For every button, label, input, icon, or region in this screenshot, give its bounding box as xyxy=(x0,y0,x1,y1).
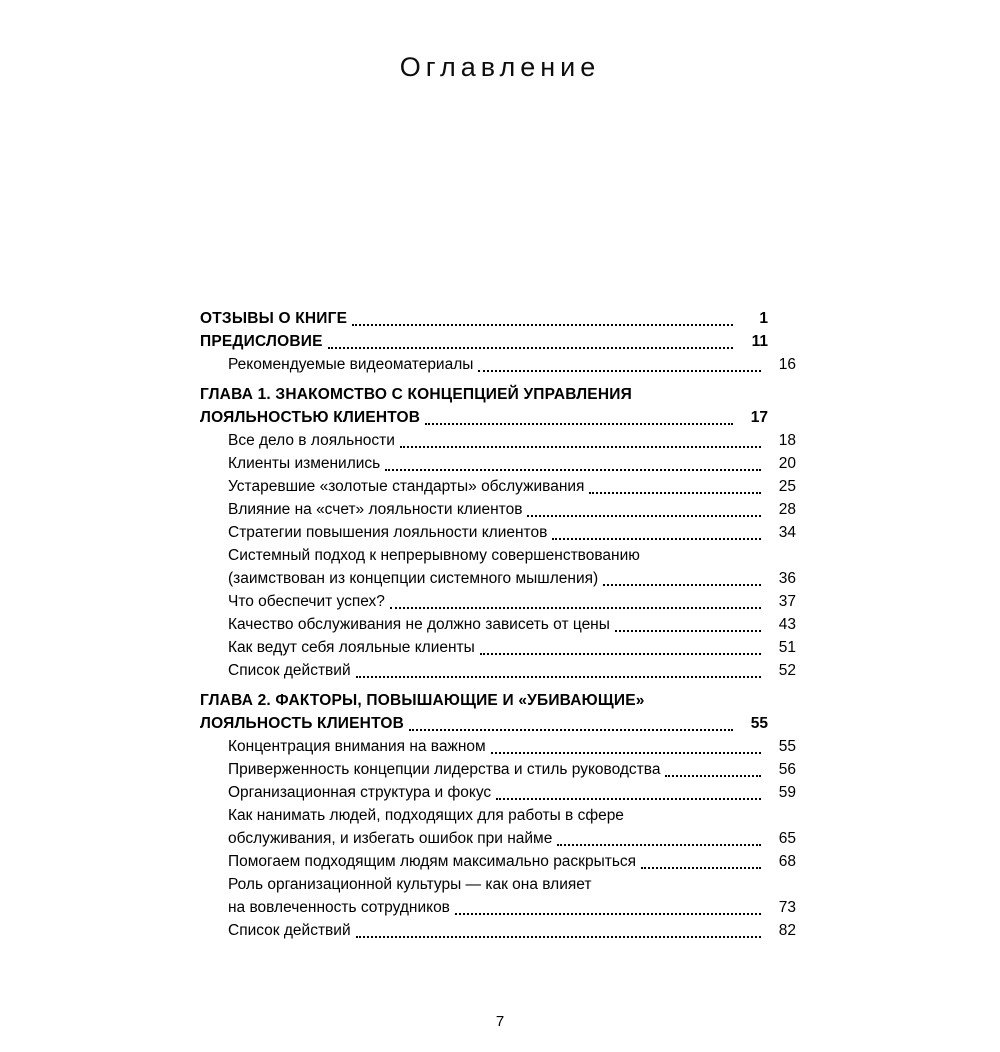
toc-entry[interactable] xyxy=(200,874,796,896)
toc-entry-page: 34 xyxy=(778,524,796,541)
toc-entry-page: 37 xyxy=(778,593,796,610)
toc-leader-dots xyxy=(356,675,761,678)
toc-leader-dots xyxy=(385,468,761,471)
toc-entry-page: 51 xyxy=(778,639,796,656)
toc-leader-dots xyxy=(478,369,761,372)
toc-leader-dots xyxy=(650,707,733,708)
toc-entry-label: Клиенты изменились xyxy=(228,455,381,472)
toc-entry-label: Качество обслуживания не должно зависеть от цены xyxy=(228,616,610,633)
toc-entry-page: 56 xyxy=(778,761,796,778)
toc-leader-dots xyxy=(328,346,733,349)
toc-entry-page: 43 xyxy=(778,616,796,633)
toc-leader-dots xyxy=(641,866,761,869)
toc-entry-label: Организационная структура и фокус xyxy=(228,784,492,801)
toc-entry-page: 55 xyxy=(778,738,796,755)
toc-leader-dots xyxy=(552,537,761,540)
toc-entry[interactable] xyxy=(200,354,796,376)
toc-entry-label: Приверженность концепции лидерства и стиль руководства xyxy=(228,761,661,778)
toc-leader-dots xyxy=(589,491,761,494)
toc-entry-page: 65 xyxy=(778,830,796,847)
toc-entry-label: обслуживания, и избегать ошибок при найме xyxy=(228,830,553,847)
toc-entry[interactable] xyxy=(200,690,768,712)
toc-entry-label: ПРЕДИСЛОВИЕ xyxy=(200,333,323,350)
toc-entry[interactable] xyxy=(200,637,796,659)
toc-entry-label: Помогаем подходящим людям максимально раскрыться xyxy=(228,853,637,870)
toc-entry-page: 11 xyxy=(751,333,768,350)
toc-entry-label: Список действий xyxy=(228,662,351,679)
toc-leader-dots xyxy=(645,562,761,563)
toc-entry[interactable] xyxy=(200,407,768,429)
toc-entry-label: Что обеспечит успех? xyxy=(228,593,385,610)
toc-entry-page: 1 xyxy=(759,310,768,327)
toc-leader-dots xyxy=(496,797,761,800)
toc-entry-label: ОТЗЫВЫ О КНИГЕ xyxy=(200,310,348,327)
toc-entry-label: ЛОЯЛЬНОСТЬЮ КЛИЕНТОВ xyxy=(200,409,421,426)
toc-entry-label: Роль организационной культуры — как она влияет xyxy=(228,876,592,893)
toc-entry[interactable] xyxy=(200,782,796,804)
toc-entry-page: 36 xyxy=(778,570,796,587)
toc-entry-page: 73 xyxy=(778,899,796,916)
toc-leader-dots xyxy=(665,774,761,777)
toc-entry[interactable] xyxy=(200,614,796,636)
toc-entry[interactable] xyxy=(200,308,768,330)
toc-entry-label: Концентрация внимания на важном xyxy=(228,738,486,755)
toc-leader-dots xyxy=(409,728,733,731)
toc-entry-page: 82 xyxy=(778,922,796,939)
toc-leader-dots xyxy=(603,583,761,586)
toc-entry-page: 59 xyxy=(778,784,796,801)
toc-entry-page: 68 xyxy=(778,853,796,870)
toc-entry[interactable] xyxy=(200,736,796,758)
toc-section-spacer xyxy=(200,683,768,690)
toc-leader-dots xyxy=(557,843,761,846)
toc-leader-dots xyxy=(390,606,761,609)
toc-leader-dots xyxy=(491,751,761,754)
toc-entry[interactable] xyxy=(200,453,796,475)
toc-section-spacer xyxy=(200,377,768,384)
table-of-contents xyxy=(200,308,796,943)
toc-entry[interactable] xyxy=(200,568,796,590)
toc-entry[interactable] xyxy=(200,660,796,682)
toc-leader-dots xyxy=(629,822,761,823)
toc-entry-label: Влияние на «счет» лояльности клиентов xyxy=(228,501,523,518)
toc-leader-dots xyxy=(615,629,761,632)
toc-entry-label: Рекомендуемые видеоматериалы xyxy=(228,356,474,373)
page-number: 7 xyxy=(495,1013,505,1030)
toc-entry-label: Как нанимать людей, подходящих для работы в сфере xyxy=(228,807,624,824)
toc-entry[interactable] xyxy=(200,499,796,521)
document-page xyxy=(0,52,1000,1052)
toc-entry-page: 25 xyxy=(778,478,796,495)
toc-entry[interactable] xyxy=(200,384,768,406)
toc-leader-dots xyxy=(356,935,761,938)
toc-entry-page: 28 xyxy=(778,501,796,518)
toc-leader-dots xyxy=(527,514,761,517)
toc-leader-dots xyxy=(352,323,733,326)
toc-entry[interactable] xyxy=(200,545,796,567)
toc-entry[interactable] xyxy=(200,430,796,452)
toc-entry-label: Системный подход к непрерывному совершенствованию xyxy=(228,547,640,564)
toc-entry-label: Устаревшие «золотые стандарты» обслуживания xyxy=(228,478,585,495)
toc-entry-page: 17 xyxy=(750,409,768,426)
toc-entry[interactable] xyxy=(200,920,796,942)
toc-entry-label: Стратегии повышения лояльности клиентов xyxy=(228,524,548,541)
toc-entry-label: Как ведут себя лояльные клиенты xyxy=(228,639,475,656)
toc-entry-label: ЛОЯЛЬНОСТЬ КЛИЕНТОВ xyxy=(200,715,404,732)
toc-entry[interactable] xyxy=(200,897,796,919)
toc-leader-dots xyxy=(596,891,761,892)
toc-entry-label: ГЛАВА 1. ЗНАКОМСТВО С КОНЦЕПЦИЕЙ УПРАВЛЕНИЯ xyxy=(200,386,632,403)
toc-entry[interactable] xyxy=(200,522,796,544)
toc-leader-dots xyxy=(455,912,761,915)
toc-entry[interactable] xyxy=(200,713,768,735)
toc-entry[interactable] xyxy=(200,759,796,781)
toc-entry-page: 52 xyxy=(778,662,796,679)
toc-leader-dots xyxy=(637,401,733,402)
toc-entry[interactable] xyxy=(200,828,796,850)
toc-entry-label: ГЛАВА 2. ФАКТОРЫ, ПОВЫШАЮЩИЕ И «УБИВАЮЩИЕ» xyxy=(200,692,645,709)
toc-entry[interactable] xyxy=(200,476,796,498)
toc-leader-dots xyxy=(425,422,733,425)
toc-entry-label: (заимствован из концепции системного мышления) xyxy=(228,570,599,587)
toc-entry[interactable] xyxy=(200,591,796,613)
toc-entry[interactable] xyxy=(200,851,796,873)
toc-leader-dots xyxy=(480,652,761,655)
toc-leader-dots xyxy=(400,445,761,448)
toc-entry-page: 16 xyxy=(778,356,796,373)
toc-entry[interactable] xyxy=(200,805,796,827)
toc-entry-page: 18 xyxy=(778,432,796,449)
toc-entry[interactable] xyxy=(200,331,768,353)
toc-entry-label: Все дело в лояльности xyxy=(228,432,395,449)
toc-entry-label: Список действий xyxy=(228,922,351,939)
page-title: Оглавление xyxy=(399,52,601,82)
toc-entry-label: на вовлеченность сотрудников xyxy=(228,899,450,916)
toc-entry-page: 20 xyxy=(778,455,796,472)
toc-entry-page: 55 xyxy=(750,715,768,732)
